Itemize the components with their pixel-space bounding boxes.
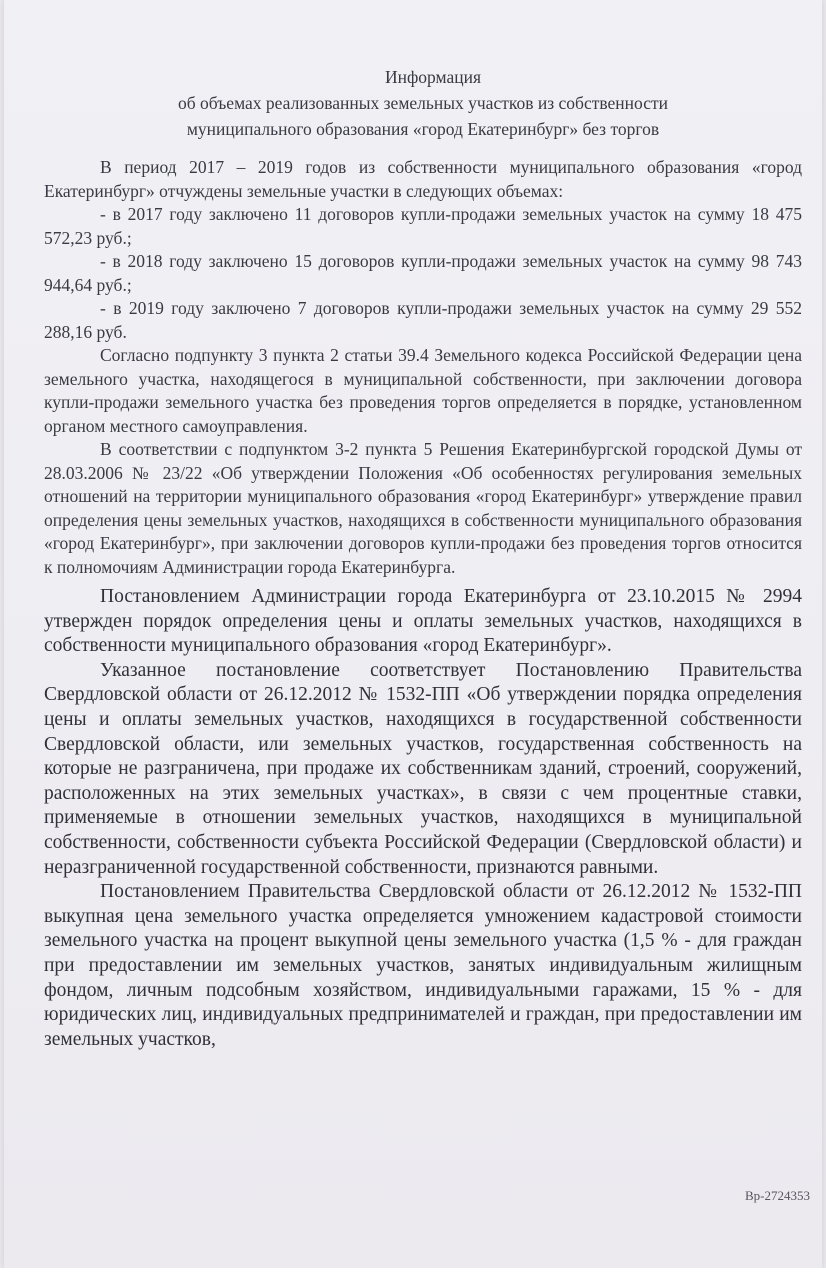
document-body [44,64,802,1052]
document-page [4,0,822,1268]
paragraph-government-resolution: Указанное постановление соответствует Постановлению Правительства Свердловской области от 26.12.2012 № 1532-ПП «Об утверждении порядка определения цены и оплаты земельных участков, находящихся в государственной собственности Свердловской области, или земельных участков, государственная собственность на которые не разграничена, при продаже их собственникам зданий, строений, сооружений, расположенных на этих земельных участках», в связи с чем процентные ставки, применяемые в отношении земельных участков, находящихся в муниципальной собственности, собственности субъекта Российской Федерации (Свердловской области) и неразграниченной государственной собственности, признаются равными. [44,659,802,878]
paragraph-city-duma-decision: В соответствии с подпунктом 3-2 пункта 5 Решения Екатеринбургской городской Думы от 28.03.2006 № 23/22 «Об утверждении Положения «Об особенностях регулирования земельных отношений на территории муниципального образования «город Екатеринбург» утверждение правил определения цены земельных участков, находящихся в собственности муниципального образования «город Екатеринбург», при заключении договоров купли-продажи без проведения торгов относится к полномочиям Администрации города Екатеринбурга. [44,439,802,577]
list-item-2017: - в 2017 году заключено 11 договоров купли-продажи земельных участок на сумму 18 475 572,23 руб.; [44,204,802,248]
list-item-2018: - в 2018 году заключено 15 договоров купли-продажи земельных участок на сумму 98 743 944,64 руб.; [44,251,802,295]
list-item-2019: - в 2019 году заключено 7 договоров купли-продажи земельных участок на сумму 29 552 288,16 руб. [44,298,802,342]
document-code: Вр-2724353 [745,1188,810,1203]
paragraph-purchase-price: Постановлением Правительства Свердловской области от 26.12.2012 № 1532-ПП выкупная цена земельного участка определяется умножением кадастровой стоимости земельного участка на процент выкупной цены земельного участка (1,5 % - для граждан при предоставлении им земельных участков, занятых индивидуальным жилищным фондом, личным подсобным хозяйством, индивидуальными гаражами, 15 % - для юридических лиц, индивидуальных предпринимателей и граждан, при предоставлении им земельных участков, [44,881,802,1050]
large-text-block [44,585,802,1052]
bottom-margin [0,1268,826,1280]
document-subtitle-line-2: муниципального образования «город Екатеринбург» без торгов [186,119,660,139]
paragraph-administration-resolution: Постановлением Администрации города Екатеринбурга от 23.10.2015 № 2994 утвержден порядок определения цены и оплаты земельных участков, находящихся в собственности муниципального образования «город Екатеринбург». [44,586,802,657]
document-title: Информация [384,67,482,87]
paragraph-land-code: Согласно подпункту 3 пункта 2 статьи 39.4 Земельного кодекса Российской Федерации цена земельного участка, находящегося в муниципальной собственности, при заключении договора купли-продажи земельного участка без проведения торгов определяется в порядке, установленном органом местного самоуправления. [44,345,802,436]
document-subtitle-line-1: об объемах реализованных земельных участков из собственности [178,93,668,113]
intro-paragraph: В период 2017 – 2019 годов из собственности муниципального образования «город Екатеринбург» отчуждены земельные участки в следующих объемах: [44,157,802,201]
